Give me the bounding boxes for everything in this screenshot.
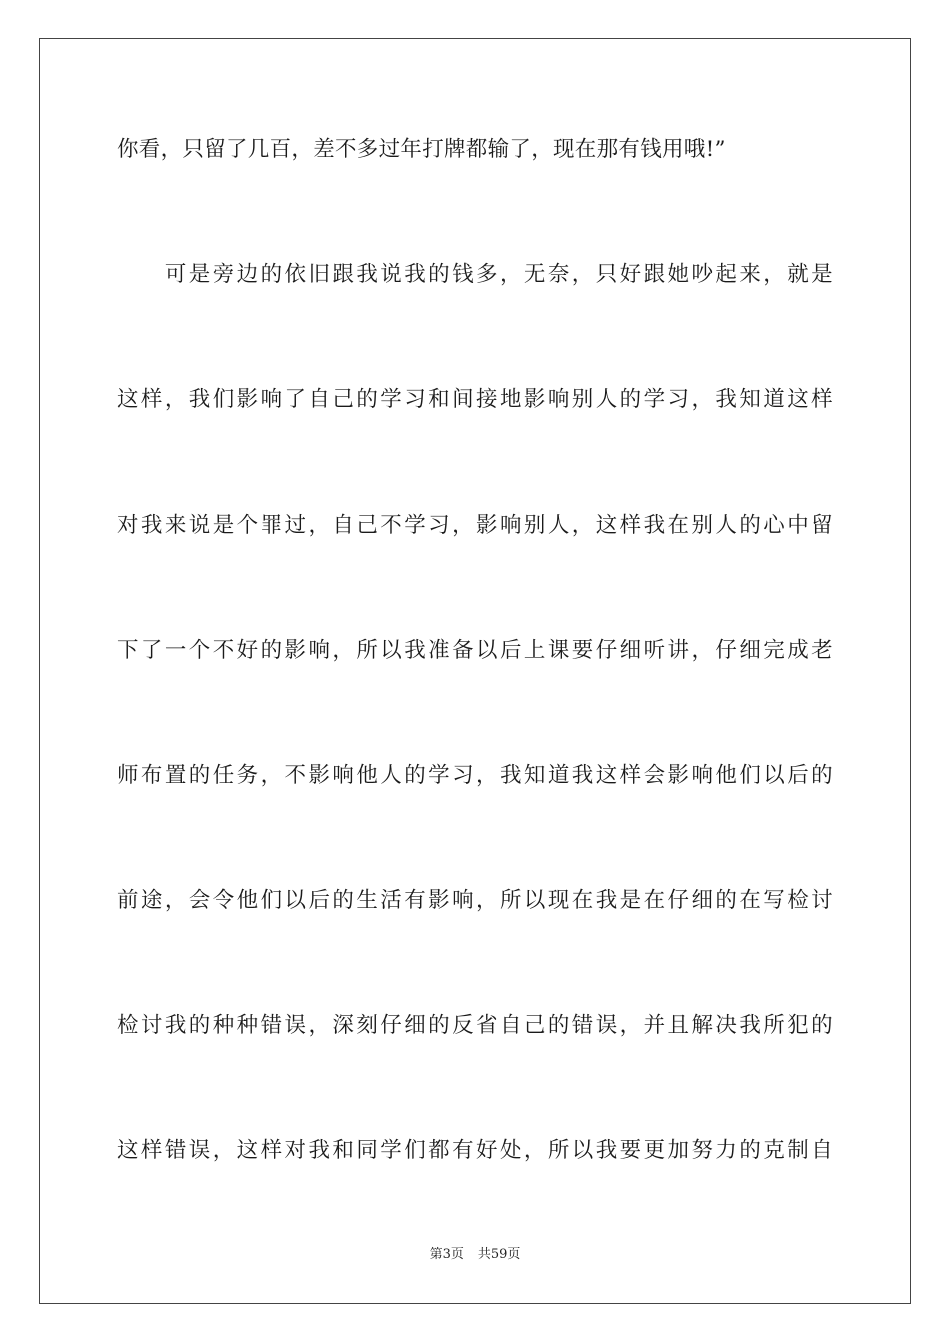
page-border bbox=[39, 38, 911, 1304]
text-line-3: 这样，我们影响了自己的学习和间接地影响别人的学习，我知道这样 bbox=[117, 387, 833, 412]
text-line-6: 师布置的任务，不影响他人的学习，我知道我这样会影响他们以后的 bbox=[117, 763, 833, 788]
text-line-7: 前途，会令他们以后的生活有影响，所以现在我是在仔细的在写检讨 bbox=[117, 888, 833, 913]
page-number: 第3页 bbox=[429, 1247, 464, 1262]
text-line-2: 可是旁边的依旧跟我说我的钱多，无奈，只好跟她吵起来，就是 bbox=[117, 262, 833, 287]
text-line-4: 对我来说是个罪过，自己不学习，影响别人，这样我在别人的心中留 bbox=[117, 513, 833, 538]
text-line-5: 下了一个不好的影响，所以我准备以后上课要仔细听讲，仔细完成老 bbox=[117, 638, 833, 663]
page-total: 共59页 bbox=[477, 1247, 521, 1262]
text-line-9: 这样错误，这样对我和同学们都有好处，所以我要更加努力的克制自 bbox=[117, 1138, 833, 1163]
text-line-1: 你看，只留了几百，差不多过年打牌都输了，现在那有钱用哦!” bbox=[117, 137, 726, 162]
text-line-8: 检讨我的种种错误，深刻仔细的反省自己的错误，并且解决我所犯的 bbox=[117, 1013, 833, 1038]
page-footer bbox=[0, 1246, 950, 1264]
